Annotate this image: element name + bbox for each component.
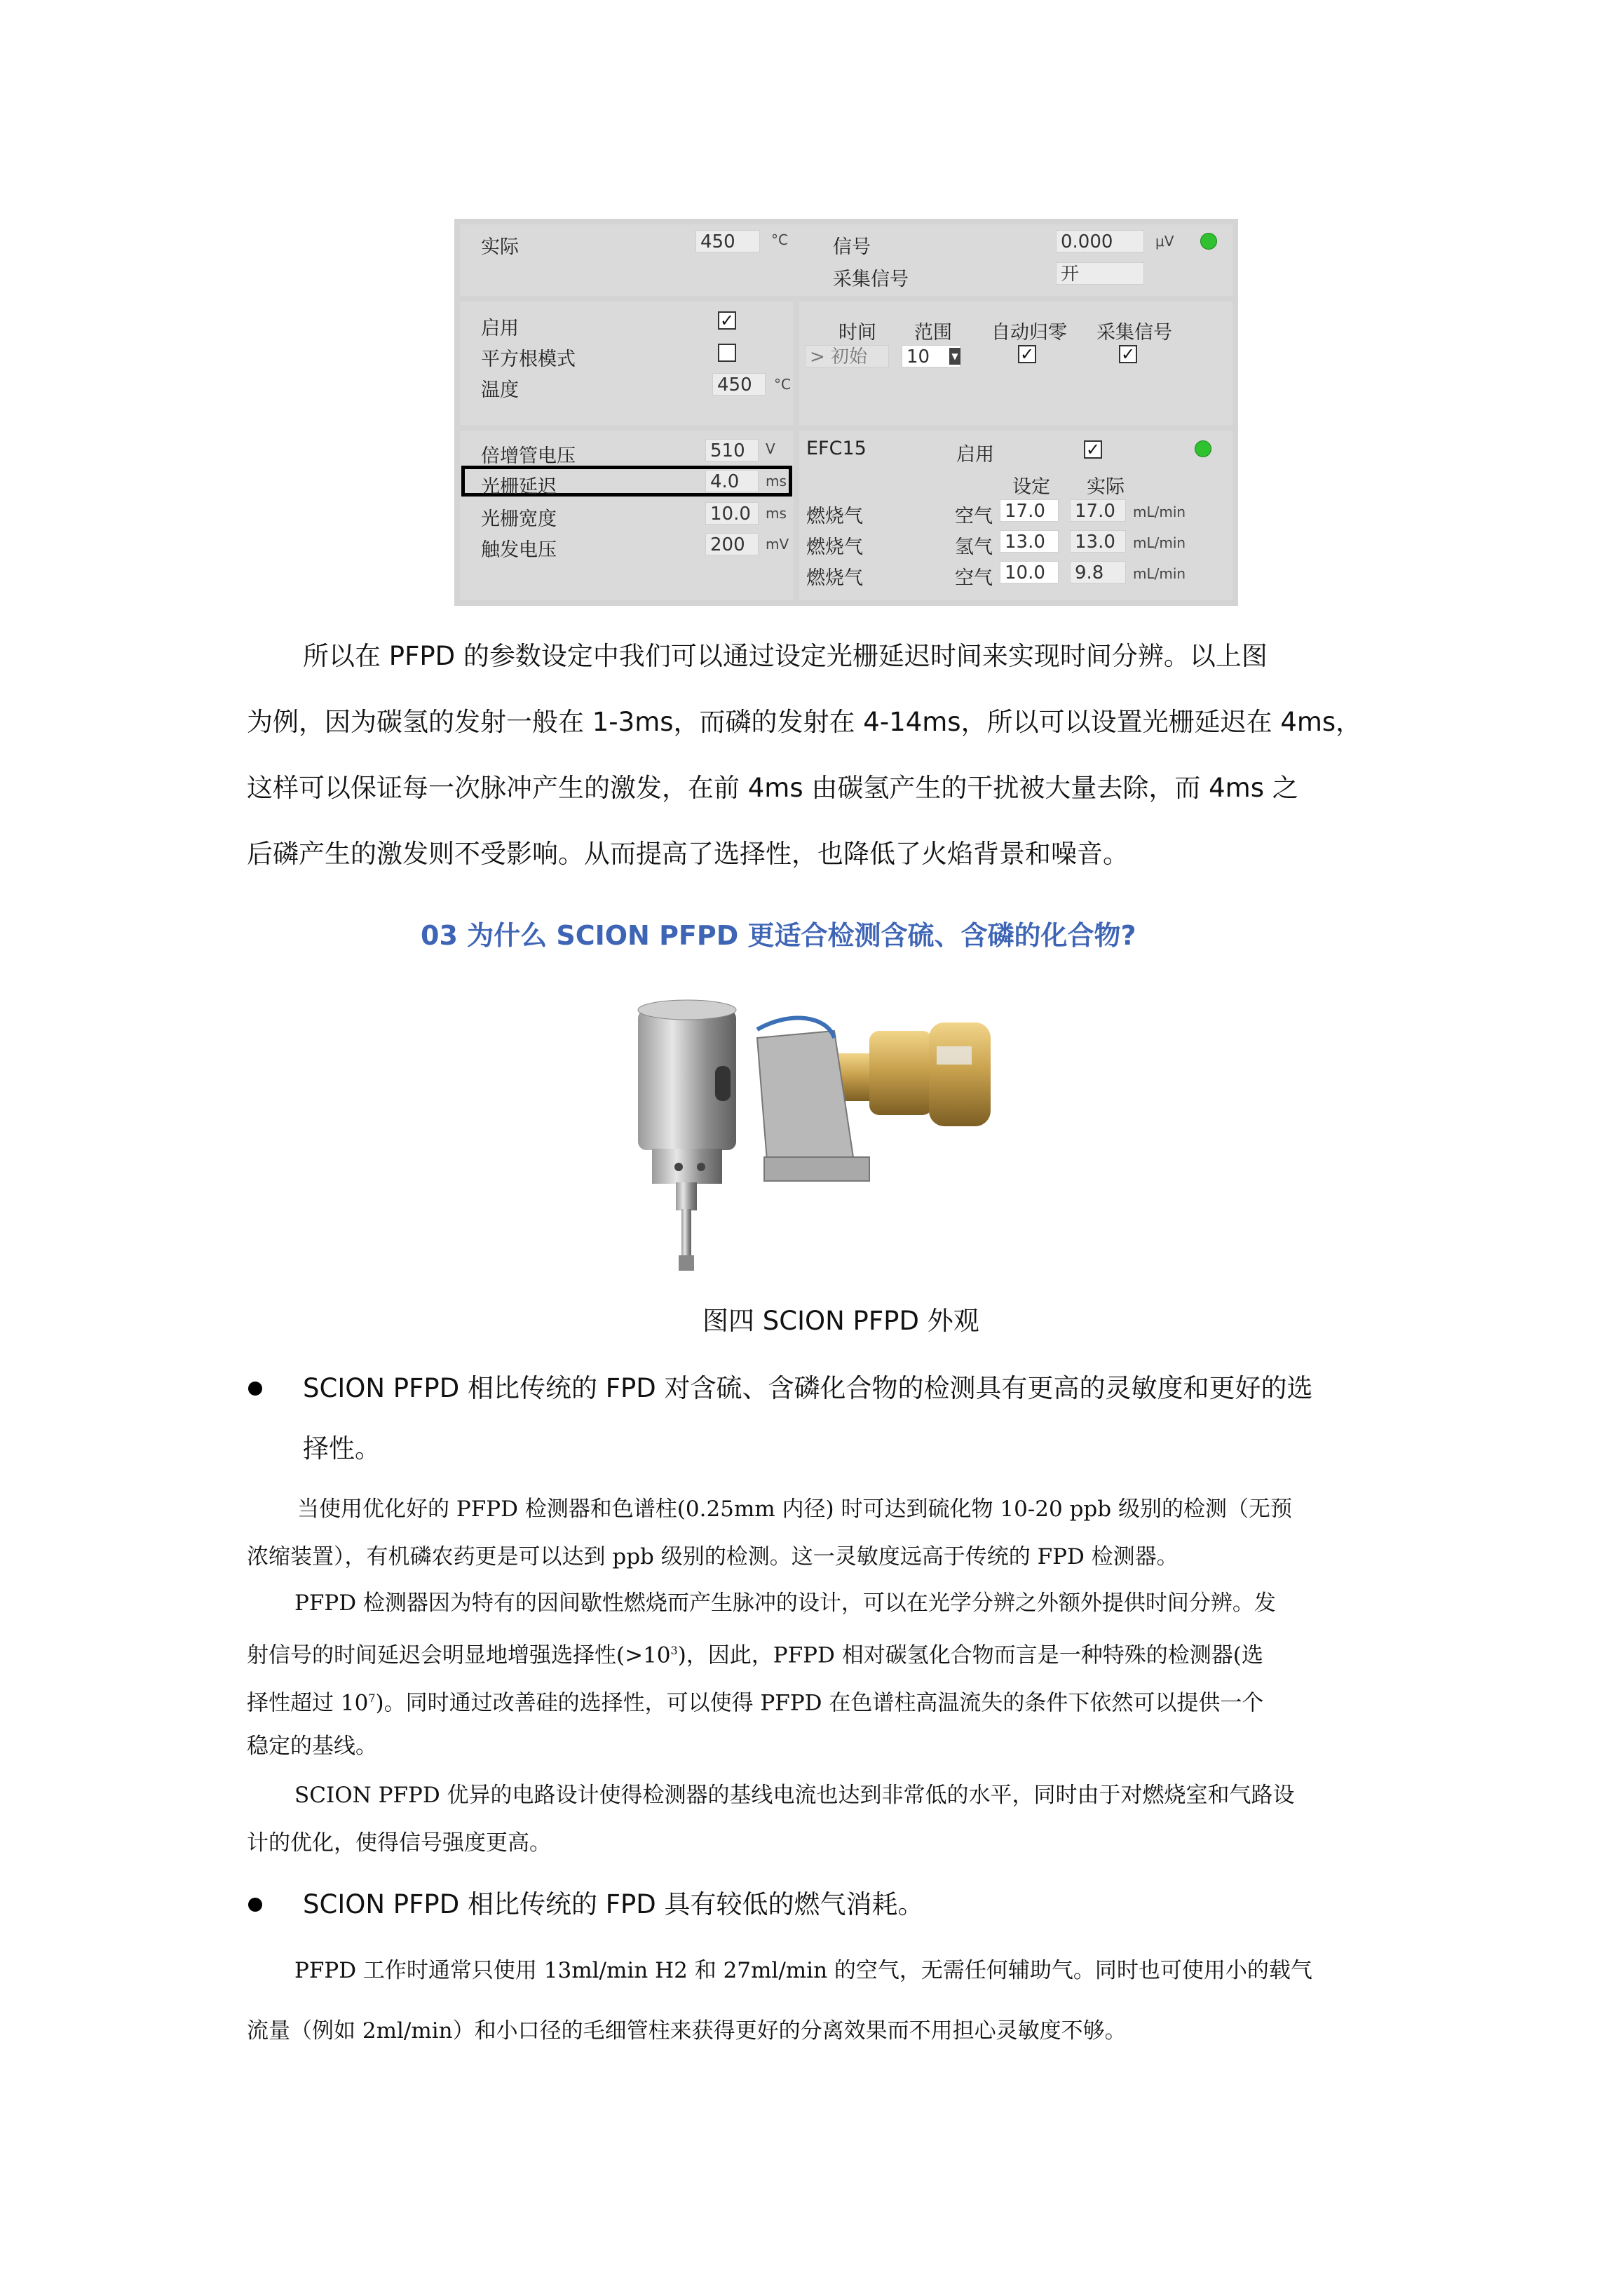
actual-label: 实际 bbox=[481, 236, 519, 258]
flow-unit: mL/min bbox=[1133, 504, 1186, 520]
gate-width-label: 光栅宽度 bbox=[481, 508, 557, 530]
enable-label: 启用 bbox=[481, 318, 519, 339]
paragraph-line: SCION PFPD 优异的电路设计使得检测器的基线电流也达到非常低的水平，同时由于对燃烧室和气路设 bbox=[294, 1783, 1295, 1808]
pfpd-params-pane bbox=[460, 431, 794, 600]
col-range: 范围 bbox=[914, 322, 952, 344]
acquire-signal-value: 开 bbox=[1056, 262, 1144, 285]
text-run: 射信号的时间延迟会明显地增强选择性(>10 bbox=[247, 1642, 671, 1668]
flow-control-pane bbox=[799, 431, 1232, 600]
flow-setpoint-input[interactable]: 13.0 bbox=[1000, 530, 1059, 553]
col-time: 时间 bbox=[838, 322, 876, 344]
acquire-checkbox[interactable]: ✓ bbox=[1119, 345, 1137, 363]
signal-label: 信号 bbox=[833, 236, 871, 258]
paragraph-line: 当使用优化好的 PFPD 检测器和色谱柱(0.25mm 内径) 时可达到硫化物 10-20 ppb 级别的检测（无预 bbox=[297, 1497, 1292, 1522]
col-acquire: 采集信号 bbox=[1096, 322, 1172, 344]
flow-row-gas: 空气 bbox=[955, 567, 993, 589]
section-heading: 03 为什么 SCION PFPD 更适合检测含硫、含磷的化合物? bbox=[421, 920, 1136, 951]
bullet-text: 择性。 bbox=[303, 1433, 381, 1464]
paragraph-line: PFPD 检测器因为特有的因间歇性燃烧而产生脉冲的设计，可以在光学分辨之外额外提供时间分辨。发 bbox=[294, 1591, 1276, 1616]
signal-value: 0.000 bbox=[1056, 230, 1144, 252]
paragraph-line: 计的优化，使得信号强度更高。 bbox=[247, 1830, 551, 1856]
bullet-point bbox=[248, 1382, 262, 1396]
temperature-input[interactable]: 450 bbox=[712, 373, 766, 396]
flow-row-gas: 空气 bbox=[955, 506, 993, 527]
col-autozero: 自动归零 bbox=[991, 322, 1067, 344]
status-pane bbox=[460, 224, 1232, 296]
gate-width-unit: ms bbox=[766, 505, 787, 522]
efc-enable-label: 启用 bbox=[956, 444, 994, 466]
text-run: )，因此，PFPD 相对碳氢化合物而言是一种特殊的检测器(选 bbox=[677, 1642, 1263, 1668]
gate-delay-input[interactable]: 4.0 bbox=[705, 470, 759, 492]
chevron-down-icon[interactable]: ▼ bbox=[949, 348, 960, 365]
efc-label: EFC15 bbox=[806, 438, 867, 459]
bullet-text: SCION PFPD 相比传统的 FPD 具有较低的燃气消耗。 bbox=[303, 1889, 924, 1919]
flow-row-gas: 氢气 bbox=[955, 536, 993, 558]
trigger-voltage-label: 触发电压 bbox=[481, 539, 557, 561]
bullet-text: SCION PFPD 相比传统的 FPD 对含硫、含磷化合物的检测具有更高的灵敏度和更好的选 bbox=[303, 1373, 1313, 1403]
gate-delay-unit: ms bbox=[766, 473, 787, 489]
signal-unit: μV bbox=[1155, 233, 1174, 250]
enable-checkbox[interactable]: ✓ bbox=[718, 311, 736, 330]
paragraph-line: PFPD 工作时通常只使用 13ml/min H2 和 27ml/min 的空气，无需任何辅助气。同时也可使用小的载气 bbox=[294, 1958, 1312, 1983]
flow-unit: mL/min bbox=[1133, 534, 1186, 551]
autozero-checkbox[interactable]: ✓ bbox=[1018, 345, 1036, 363]
pmt-voltage-input[interactable]: 510 bbox=[705, 439, 759, 461]
paragraph-line: 为例，因为碳氢的发射一般在 1-3ms，而磷的发射在 4-14ms，所以可以设置光栅延迟在 4ms， bbox=[247, 707, 1362, 737]
trigger-voltage-input[interactable]: 200 bbox=[705, 533, 759, 555]
superscript: 3 bbox=[670, 1644, 678, 1657]
timed-events-pane bbox=[799, 302, 1232, 425]
flow-actual-value: 9.8 bbox=[1070, 561, 1126, 583]
initial-row-time: > 初始 bbox=[805, 345, 889, 367]
text-run: )。同时通过改善硅的选择性，可以使得 PFPD 在色谱柱高温流失的条件下依然可以提供一个 bbox=[375, 1690, 1264, 1716]
paragraph-line bbox=[247, 1637, 1263, 1669]
superscript: 7 bbox=[368, 1691, 376, 1705]
paragraph-line: 所以在 PFPD 的参数设定中我们可以通过设定光栅延迟时间来实现时间分辨。以上图 bbox=[303, 641, 1268, 671]
flow-setpoint-input[interactable]: 17.0 bbox=[1000, 499, 1059, 522]
trigger-voltage-unit: mV bbox=[766, 536, 789, 553]
flow-row-name: 燃烧气 bbox=[806, 536, 863, 558]
col-actual: 实际 bbox=[1087, 476, 1125, 498]
figure-caption: 图四 SCION PFPD 外观 bbox=[702, 1306, 979, 1336]
temperature-label: 温度 bbox=[481, 379, 519, 401]
paragraph-line: 稳定的基线。 bbox=[247, 1734, 377, 1759]
pmt-voltage-label: 倍增管电压 bbox=[481, 445, 576, 467]
temperature-unit: °C bbox=[774, 376, 791, 393]
settings-screenshot bbox=[454, 219, 1238, 606]
sqrt-mode-label: 平方根模式 bbox=[481, 349, 576, 370]
flow-unit: mL/min bbox=[1133, 565, 1186, 582]
text-run: 择性超过 10 bbox=[247, 1690, 369, 1716]
paragraph-line: 这样可以保证每一次脉冲产生的激发，在前 4ms 由碳氢产生的干扰被大量去除，而 4ms 之 bbox=[247, 773, 1298, 803]
detector-pane bbox=[460, 302, 794, 425]
sqrt-mode-checkbox[interactable] bbox=[718, 344, 736, 362]
range-select-value: 10 bbox=[906, 346, 930, 367]
flow-actual-value: 17.0 bbox=[1070, 499, 1126, 522]
efc-status-led bbox=[1195, 440, 1211, 457]
paragraph-line bbox=[247, 1684, 1263, 1717]
gate-width-input[interactable]: 10.0 bbox=[705, 502, 759, 525]
flow-setpoint-input[interactable]: 10.0 bbox=[1000, 561, 1059, 583]
actual-unit: °C bbox=[771, 231, 788, 248]
signal-status-led bbox=[1200, 233, 1217, 250]
flow-row-name: 燃烧气 bbox=[806, 567, 863, 589]
paragraph-line: 浓缩装置），有机磷农药更是可以达到 ppb 级别的检测。这一灵敏度远高于传统的 FPD 检测器。 bbox=[247, 1544, 1179, 1569]
col-setpoint: 设定 bbox=[1012, 476, 1050, 498]
acquire-signal-label: 采集信号 bbox=[833, 269, 909, 290]
flow-row-name: 燃烧气 bbox=[806, 506, 863, 527]
flow-actual-value: 13.0 bbox=[1070, 530, 1126, 553]
gate-delay-label: 光栅延迟 bbox=[481, 476, 557, 498]
bullet-point bbox=[248, 1898, 262, 1912]
efc-enable-checkbox[interactable]: ✓ bbox=[1084, 440, 1102, 459]
paragraph-line: 流量（例如 2ml/min）和小口径的毛细管柱来获得更好的分离效果而不用担心灵敏度不够。 bbox=[247, 2018, 1127, 2044]
actual-value: 450 bbox=[695, 230, 760, 252]
paragraph-line: 后磷产生的激发则不受影响。从而提高了选择性，也降低了火焰背景和噪音。 bbox=[247, 839, 1129, 869]
pmt-voltage-unit: V bbox=[766, 440, 775, 457]
pfpd-detector-image bbox=[603, 989, 1031, 1283]
